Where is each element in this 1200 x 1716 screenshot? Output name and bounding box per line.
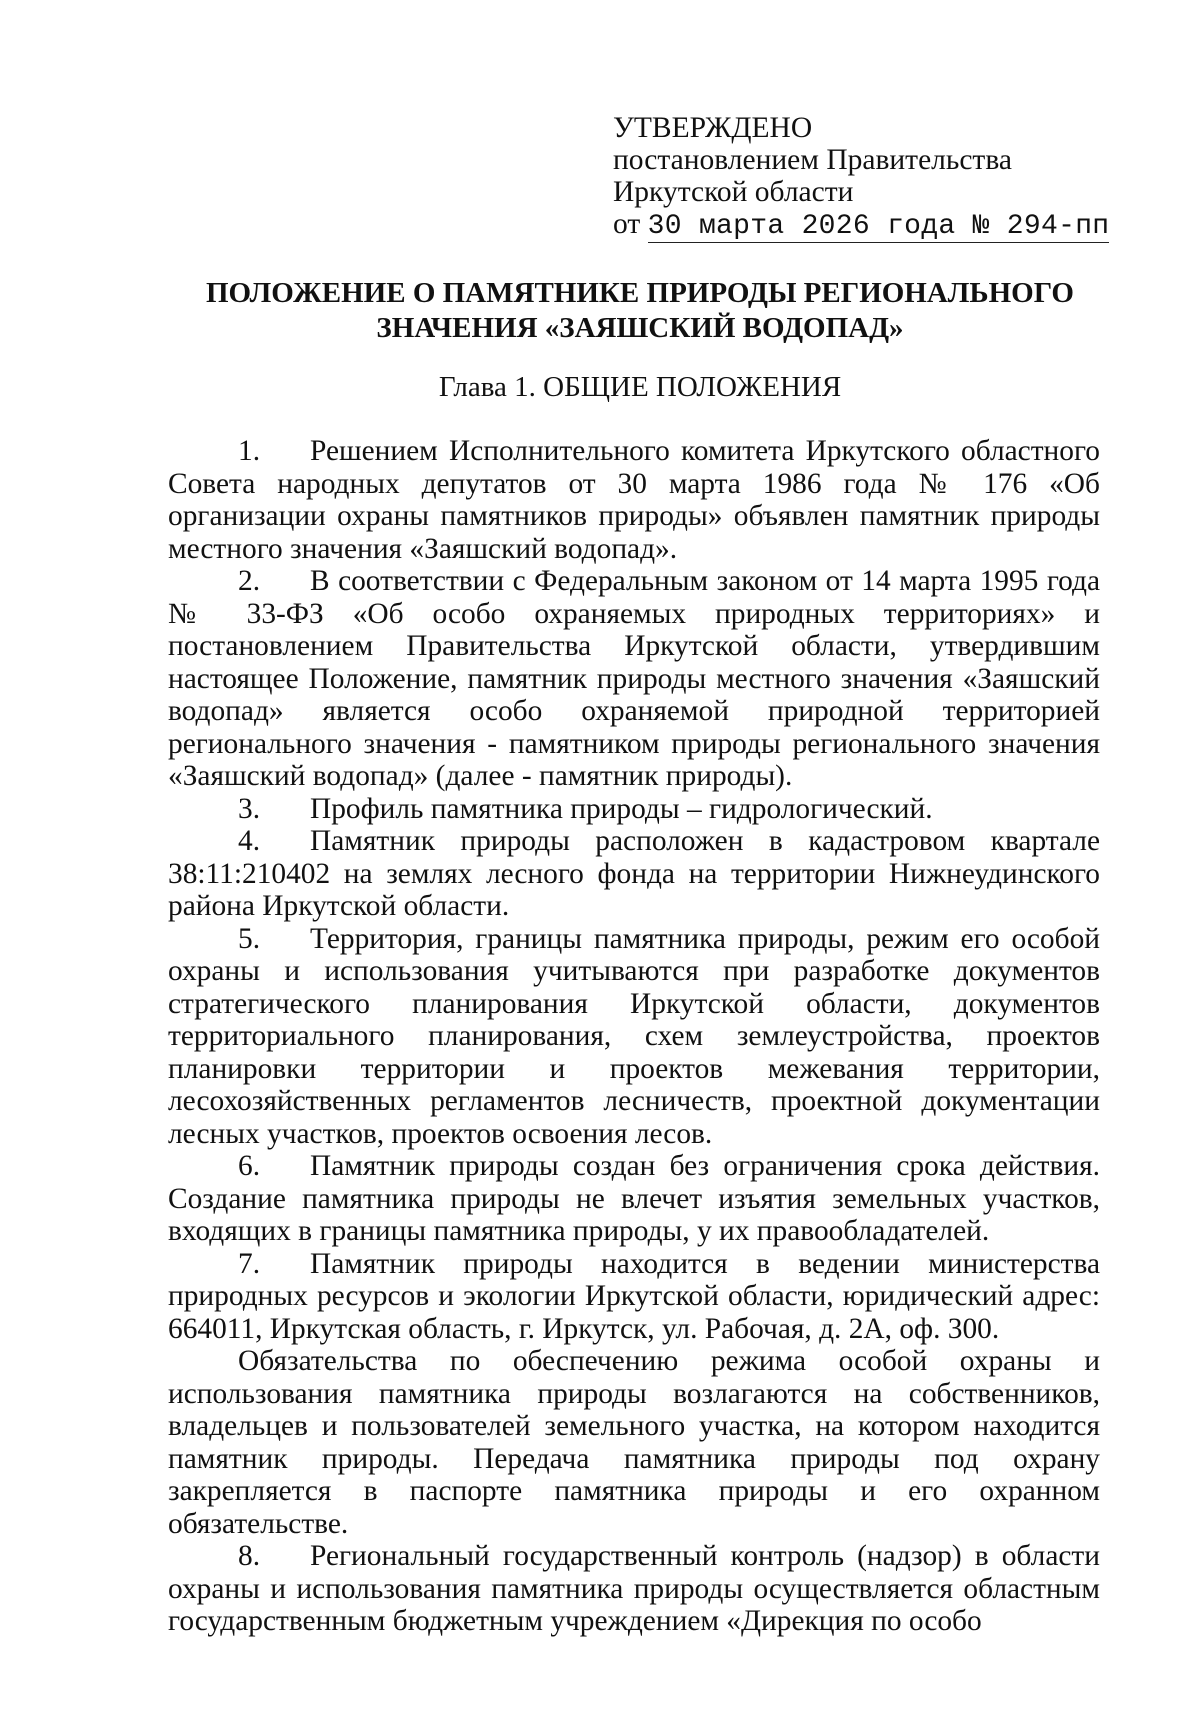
paragraph-4: [168, 825, 1100, 923]
approval-heading: УТВЕРЖДЕНО: [613, 112, 813, 144]
paragraph-7-continued: [168, 1345, 1100, 1540]
chapter-heading: Глава 1. ОБЩИЕ ПОЛОЖЕНИЯ: [438, 371, 842, 403]
paragraph-7: [168, 1248, 1100, 1346]
paragraph-number: 8.: [238, 1540, 261, 1572]
approval-line-region: Иркутской области: [613, 176, 854, 208]
paragraph-text: Профиль памятника природы – гидрологический.: [310, 792, 933, 825]
paragraph-number: 3.: [238, 792, 261, 825]
paragraph-number: 6.: [238, 1150, 261, 1182]
paragraph-3: [168, 793, 1100, 826]
approval-date-line: [613, 208, 1110, 243]
paragraph-text: В соответствии с Федеральным законом от 14 марта 1995 года № 33-ФЗ «Об особо охраняемых природных территориях» и постановлением Правительства Иркутской области, утвердившим настоящее Положение, памятник природы местного значения «Заяшский водопад» является особо охраняемой природной территорией регионального значения - памятником природы регионального значения «Заяшский водопад» (далее - памятник природы).: [168, 565, 1100, 792]
document-title-line-2: ЗНАЧЕНИЯ «ЗАЯШСКИЙ ВОДОПАД»: [376, 312, 904, 344]
approval-date-prefix: от: [613, 208, 641, 240]
paragraph-text: Региональный государственный контроль (надзор) в области охраны и использования памятника природы осуществляется областным государственным бюджетным учреждением «Дирекция по особо: [168, 1540, 1100, 1637]
document-title-line-1: ПОЛОЖЕНИЕ О ПАМЯТНИКЕ ПРИРОДЫ РЕГИОНАЛЬНОГО: [205, 277, 1074, 309]
paragraph-text: Памятник природы создан без ограничения срока действия. Создание памятника природы не влечет изъятия земельных участков, входящих в границы памятника природы, у их правообладателей.: [168, 1150, 1100, 1247]
paragraph-text: Территория, границы памятника природы, режим его особой охраны и использования учитываются при разработке документов стратегического планирования Иркутской области, документов территориального планирования, схем землеустройства, проектов планировки территории и проектов межевания территории, лесохозяйственных регламентов лесничеств, проектной документации лесных участков, проектов освоения лесов.: [168, 922, 1100, 1150]
paragraph-2: [168, 565, 1100, 793]
paragraph-number: 1.: [238, 435, 261, 467]
paragraph-number: 4.: [238, 825, 261, 857]
paragraph-text: Памятник природы находится в ведении министерства природных ресурсов и экологии Иркутской области, юридический адрес: 664011, Иркутская область, г. Иркутск, ул. Рабочая, д. 2А, оф. 300.: [168, 1247, 1100, 1345]
approval-date-value: 30 марта 2026 года № 294-пп: [647, 211, 1110, 242]
paragraph-text: Обязательства по обеспечению режима особой охраны и использования памятника природы возлагаются на собственников, владельцев и пользователей земельного участка, на котором находится памятник природы. Передача памятника природы под охрану закрепляется в паспорте памятника природы и его охранном обязательстве.: [168, 1345, 1100, 1540]
paragraph-number: 2.: [238, 565, 261, 597]
approval-line-decree: постановлением Правительства: [613, 144, 1012, 176]
approval-block: [613, 112, 1110, 243]
paragraph-5: [168, 923, 1100, 1151]
paragraph-number: 7.: [238, 1247, 261, 1280]
paragraph-text: Памятник природы расположен в кадастровом квартале 38:11:210402 на землях лесного фонда на территории Нижнеудинского района Иркутской области.: [168, 825, 1100, 922]
document-body: [168, 435, 1100, 1638]
paragraph-8: [168, 1540, 1100, 1638]
paragraph-number: 5.: [238, 922, 261, 955]
paragraph-6: [168, 1150, 1100, 1248]
document-title: [120, 276, 1160, 346]
paragraph-text: Решением Исполнительного комитета Иркутского областного Совета народных депутатов от 30 марта 1986 года № 176 «Об организации охраны памятников природы» объявлен памятник природы местного значения «Заяшский водопад».: [168, 435, 1100, 565]
paragraph-1: [168, 435, 1100, 565]
